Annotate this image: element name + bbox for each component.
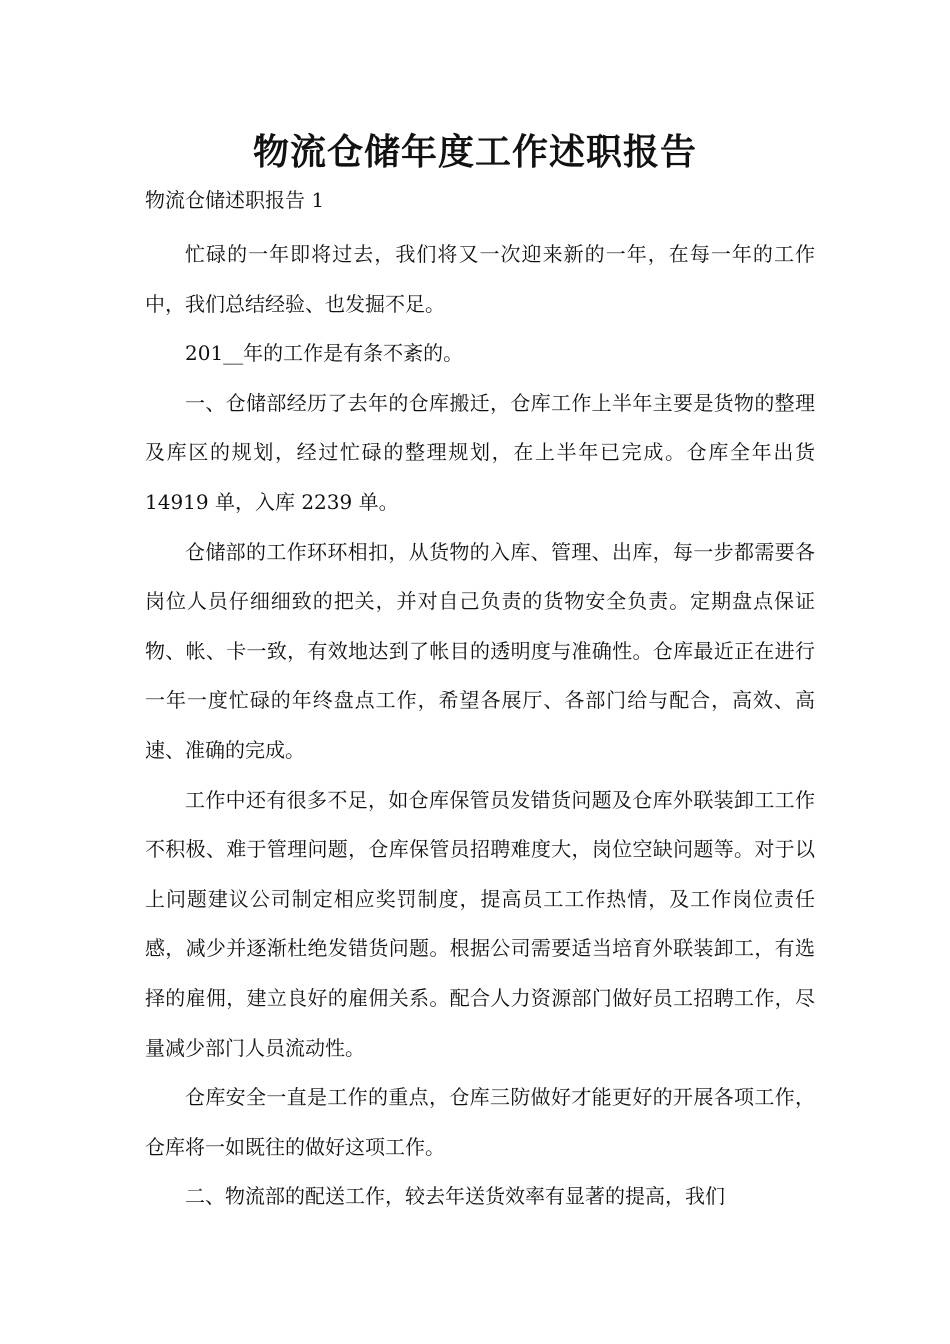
- paragraph-intro: 忙碌的一年即将过去，我们将又一次迎来新的一年，在每一年的工作中，我们总结经验、也发掘不足。: [145, 242, 815, 316]
- paragraph-logistics: 二、物流部的配送工作，较去年送货效率有显著的提高，我们: [185, 1184, 725, 1209]
- paragraph-summary: 201__年的工作是有条不紊的。: [185, 341, 464, 366]
- report-subtitle: 物流仓储述职报告 1: [145, 188, 325, 212]
- paragraph-shortcomings: 工作中还有很多不足，如仓库保管员发错货问题及仓库外联装卸工工作不积极、难于管理问题，仓库保管员招聘难度大，岗位空缺问题等。对于以上问题建议公司制定相应奖罚制度，提高员工工作热情，及工作岗位责任感，减少并逐渐杜绝发错货问题。根据公司需要适当培育外联装卸工，有选择的雇佣，建立良好的雇佣关系。配合人力资源部门做好员工招聘工作，尽量减少部门人员流动性。: [145, 787, 815, 1060]
- paragraph-warehouse-process: 仓储部的工作环环相扣，从货物的入库、管理、出库，每一步都需要各岗位人员仔细细致的把关，并对自己负责的货物安全负责。定期盘点保证物、帐、卡一致，有效地达到了帐目的透明度与准确性。仓库最近正在进行一年一度忙碌的年终盘点工作，希望各展厅、各部门给与配合，高效、高速、准确的完成。: [145, 539, 815, 762]
- paragraph-warehouse-relocation: 一、仓储部经历了去年的仓库搬迁，仓库工作上半年主要是货物的整理及库区的规划，经过忙碌的整理规划，在上半年已完成。仓库全年出货 14919 单，入库 2239 单。: [145, 390, 815, 514]
- document-body: [145, 180, 815, 1222]
- document-title: 物流仓储年度工作述职报告: [252, 132, 697, 173]
- paragraph-safety: 仓库安全一直是工作的重点，仓库三防做好才能更好的开展各项工作，仓库将一如既往的做好这项工作。: [145, 1085, 815, 1159]
